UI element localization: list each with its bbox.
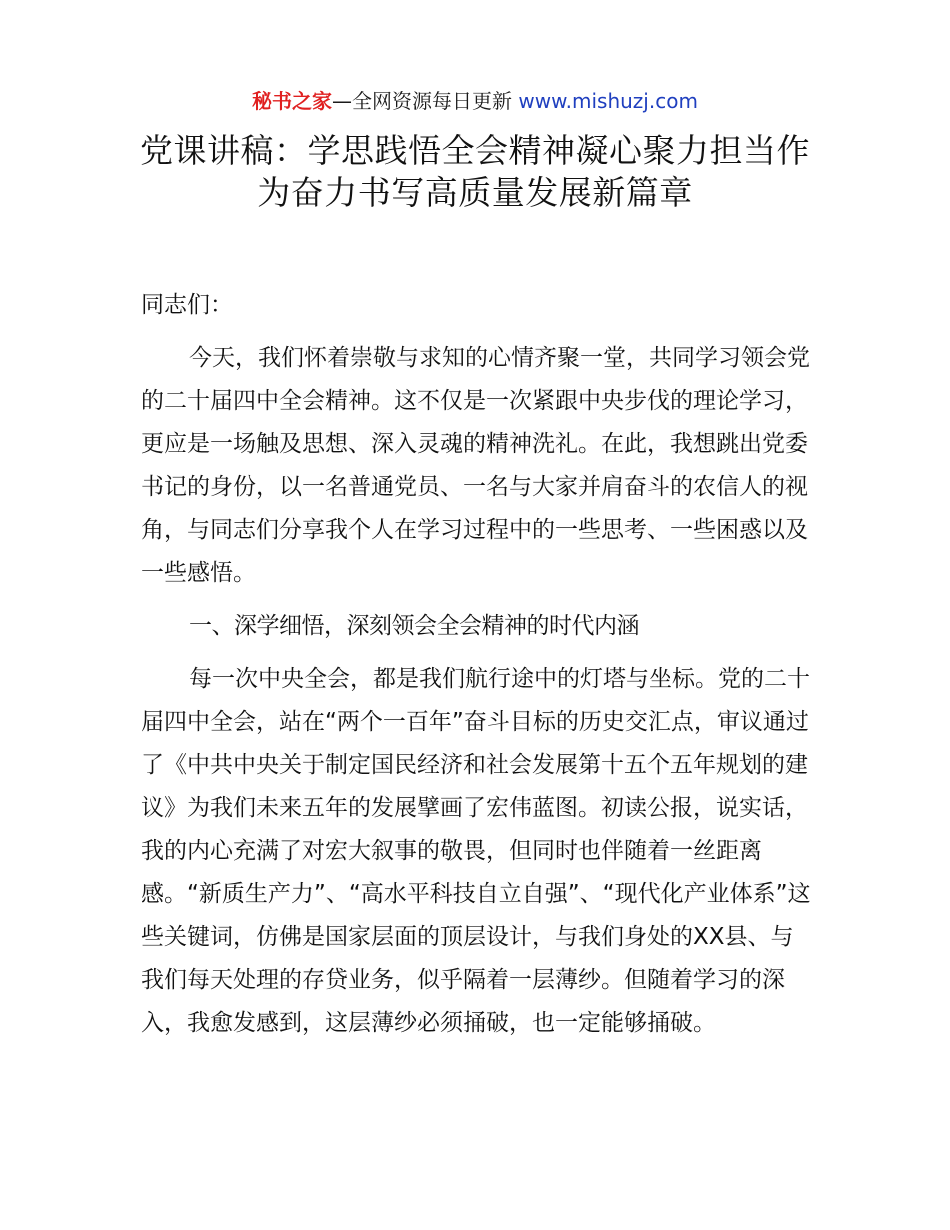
brand-name: 秘书之家 (252, 89, 333, 113)
salutation: 同志们： (141, 292, 233, 318)
site-url-link[interactable]: www.mishuzj.com (518, 89, 698, 113)
site-header (0, 86, 950, 116)
document-title: 党课讲稿：学思践悟全会精神凝心聚力担当作为奋力书写高质量发展新篇章 (140, 131, 810, 212)
intro-paragraph: 今天，我们怀着崇敬与求知的心情齐聚一堂，共同学习领会党的二十届四中全会精神。这不仅是一次紧跟中央步伐的理论学习，更应是一场触及思想、深入灵魂的精神洗礼。在此，我想跳出党委书记的身份，以一名普通党员、一名与大家并肩奋斗的农信人的视角，与同志们分享我个人在学习过程中的一些思考、一些困惑以及一些感悟。 (141, 345, 810, 586)
document-body (141, 284, 813, 1055)
section-paragraph: 每一次中央全会，都是我们航行途中的灯塔与坐标。党的二十届四中全会，站在“两个一百年”奋斗目标的历史交汇点，审议通过了《中共中央关于制定国民经济和社会发展第十五个五年规划的建议》为我们未来五年的发展擘画了宏伟蓝图。初读公报，说实话，我的内心充满了对宏大叙事的敬畏，但同时也伴随着一丝距离感。“新质生产力”、“高水平科技自立自强”、“现代化产业体系”这些关键词，仿佛是国家层面的顶层设计，与我们身处的XX县、与我们每天处理的存贷业务，似乎隔着一层薄纱。但随着学习的深入，我愈发感到，这层薄纱必须捅破，也一定能够捅破。 (141, 666, 811, 1036)
header-tagline: —全网资源每日更新 (332, 89, 513, 113)
section-heading: 一、深学细悟，深刻领会全会精神的时代内涵 (189, 613, 639, 639)
